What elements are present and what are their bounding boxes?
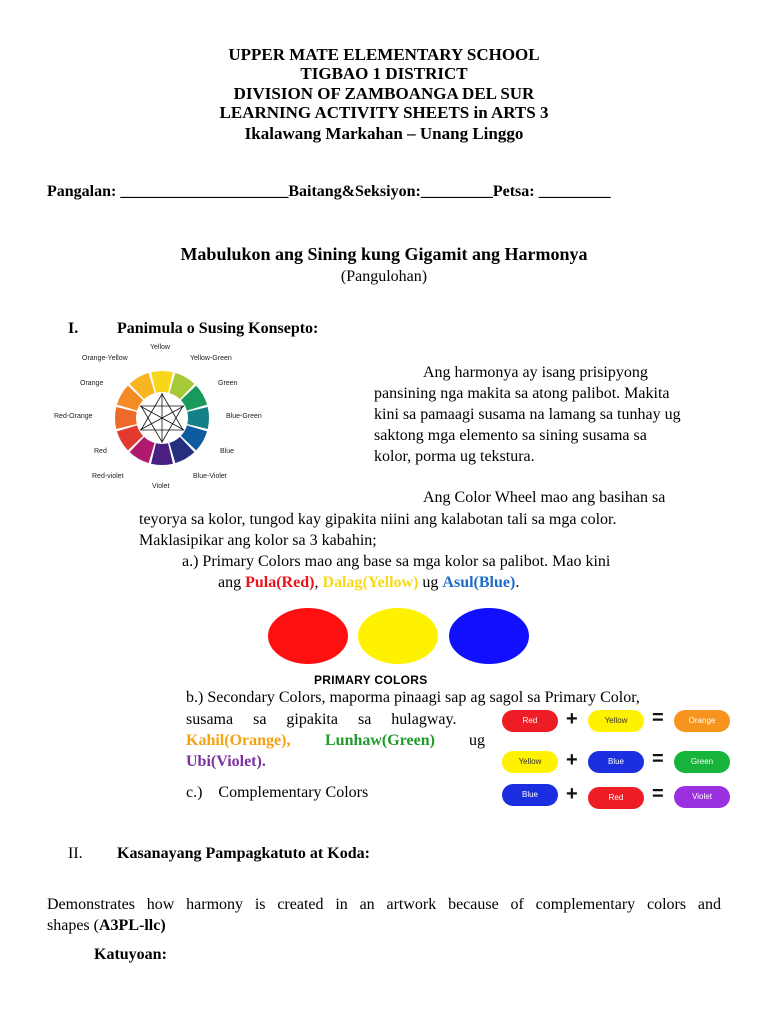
competency-code: A3PL-llc xyxy=(98,917,161,934)
mix-row3-red: Red xyxy=(588,787,644,809)
plus-icon: + xyxy=(566,708,578,730)
item-b-line2: susama sa gipakita sa hulagway. xyxy=(186,711,457,728)
color-wheel-figure xyxy=(50,340,270,495)
wheel-label-blue-violet: Blue-Violet xyxy=(193,473,227,480)
mix-row3-violet: Violet xyxy=(674,786,730,808)
plus-icon: + xyxy=(566,749,578,771)
lesson-title: Mabulukon ang Sining kung Gigamit ang Harmonya xyxy=(180,244,588,264)
mix-row3-blue: Blue xyxy=(502,784,558,806)
primary-yellow-blob xyxy=(358,608,438,664)
color-wheel-segment xyxy=(151,443,173,465)
wheel-label-red: Red xyxy=(94,448,107,455)
para1-line5: kolor, porma ug tekstura. xyxy=(374,448,535,465)
wheel-label-blue: Blue xyxy=(220,448,235,455)
item-a-period: . xyxy=(515,574,520,591)
demonstrates-line1: Demonstrates how harmony is created in an artwork because of complementary colors and xyxy=(47,896,721,913)
dalag-yellow-text: Dalag(Yellow) xyxy=(322,574,419,591)
primary-colors-caption: PRIMARY COLORS xyxy=(314,673,428,687)
pula-red-text: Pula(Red) xyxy=(245,574,315,591)
wheel-label-red-orange: Red-Orange xyxy=(54,413,93,420)
mix-row2-yellow: Yellow xyxy=(502,751,558,773)
wheel-label-green: Green xyxy=(218,380,238,387)
mix-row2-green: Green xyxy=(674,751,730,773)
lesson-subtitle: (Pangulohan) xyxy=(340,268,428,285)
wheel-label-violet: Violet xyxy=(152,483,170,490)
demonstrates-line2 xyxy=(47,915,166,936)
section2-heading: Kasanayang Pampagkatuto at Koda: xyxy=(117,845,370,862)
section2-number: II. xyxy=(68,845,83,862)
ubi-label: Ubi(Violet). xyxy=(186,753,266,770)
color-mixing-chart xyxy=(498,706,738,816)
para2-line1: Ang Color Wheel mao ang basihan sa xyxy=(423,489,666,506)
item-b-ug: ug xyxy=(469,732,485,749)
color-wheel-segment xyxy=(151,371,173,393)
school-name: UPPER MATE ELEMENTARY SCHOOL xyxy=(228,45,540,64)
equals-icon: = xyxy=(652,748,664,770)
competency-close-paren: ) xyxy=(160,917,166,934)
item-a-line1: a.) Primary Colors mao ang base sa mga kolor sa palibot. Mao kini xyxy=(182,553,611,570)
section1-heading: Panimula o Susing Konsepto: xyxy=(117,320,319,337)
para1-line3: kini sa pamaagi susama na lamang sa tunhay ug xyxy=(374,406,681,423)
color-wheel-segment xyxy=(115,407,137,429)
student-info-line: Pangalan: _____________________Baitang&Seksiyon:_________Petsa: _________ xyxy=(47,183,611,200)
equals-icon: = xyxy=(652,707,664,729)
division-name: DIVISION OF ZAMBOANGA DEL SUR xyxy=(233,84,535,103)
primary-red-blob xyxy=(268,608,348,664)
lunhaw-green-text xyxy=(325,730,435,751)
lunhaw-label: Lunhaw(Green) xyxy=(325,732,435,749)
wheel-label-red-violet: Red-violet xyxy=(92,473,124,480)
wheel-label-orange-yellow: Orange-Yellow xyxy=(82,355,128,362)
para1-line4: saktong mga elemento sa sining susama sa xyxy=(374,427,647,444)
item-a-ug: ug xyxy=(418,574,443,591)
para2-line3: Maklasipikar ang kolor sa 3 kabahin; xyxy=(139,532,377,549)
para1-line1: Ang harmonya ay isang prisipyong xyxy=(423,364,648,381)
katuyoan-heading: Katuyoan: xyxy=(94,946,167,963)
mix-row2-blue: Blue xyxy=(588,751,644,773)
wheel-label-orange: Orange xyxy=(80,380,104,387)
demonstrates-shapes: shapes ( xyxy=(47,917,99,934)
mix-row1-red: Red xyxy=(502,710,558,732)
equals-icon: = xyxy=(652,783,664,805)
kahil-orange-text xyxy=(186,730,290,751)
wheel-label-yellow: Yellow xyxy=(150,344,170,351)
district-name: TIGBAO 1 DISTRICT xyxy=(300,64,468,83)
mix-row1-yellow: Yellow xyxy=(588,710,644,732)
para1-line2: pansining nga makita sa atong palibot. Makita xyxy=(374,385,670,402)
mix-row1-orange: Orange xyxy=(674,710,730,732)
activity-sheet-title: LEARNING ACTIVITY SHEETS in ARTS 3 xyxy=(219,103,549,122)
asul-blue-text: Asul(Blue) xyxy=(442,574,516,591)
section1-number: I. xyxy=(68,320,79,337)
color-wheel-segment xyxy=(187,407,209,429)
item-c-complementary: c.) Complementary Colors xyxy=(186,784,369,801)
plus-icon: + xyxy=(566,783,578,805)
primary-blue-blob xyxy=(449,608,529,664)
quarter-week: Ikalawang Markahan – Unang Linggo xyxy=(244,124,524,143)
wheel-label-yellow-green: Yellow-Green xyxy=(190,355,232,362)
item-a-line2 xyxy=(218,572,519,593)
item-a-ang: ang xyxy=(218,574,246,591)
item-a-comma: , xyxy=(314,574,323,591)
ubi-violet-text xyxy=(186,751,266,772)
item-b-line1: b.) Secondary Colors, maporma pinaagi sap ag sagol sa Primary Color, xyxy=(186,689,640,706)
para2-line2: teyorya sa kolor, tungod kay gipakita niini ang kalabotan tali sa mga color. xyxy=(139,511,617,528)
wheel-label-blue-green: Blue-Green xyxy=(226,413,262,420)
kahil-label: Kahil(Orange), xyxy=(186,732,291,749)
